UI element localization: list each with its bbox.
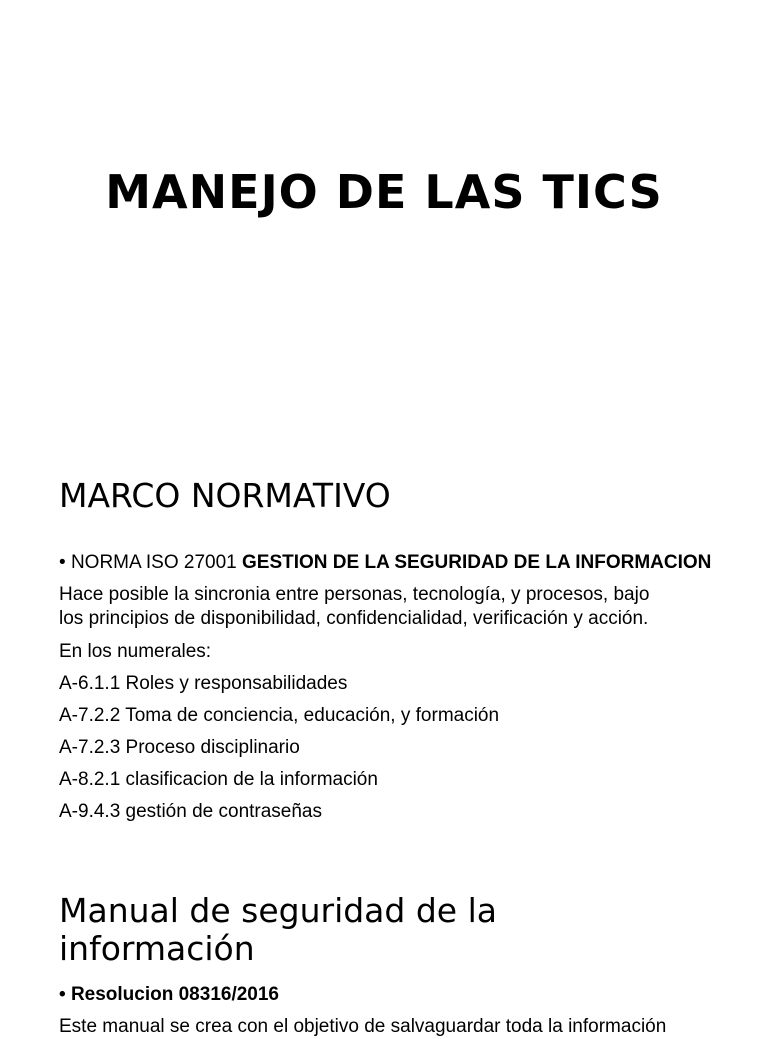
resolucion-bullet bbox=[59, 982, 739, 1007]
numeral-item: A-9.4.3 gestión de contraseñas bbox=[59, 801, 323, 822]
iso-description-line-2: los principios de disponibilidad, confidencialidad, verificación y acción. bbox=[59, 608, 649, 629]
numeral-item: A-6.1.1 Roles y responsabilidades bbox=[59, 673, 348, 694]
iso-norm-title: GESTION DE LA SEGURIDAD DE LA INFORMACION bbox=[242, 552, 712, 573]
manual-heading bbox=[59, 892, 719, 968]
manual-heading-line-2: información bbox=[59, 929, 255, 968]
numeral-item: A-7.2.3 Proceso disciplinario bbox=[59, 737, 300, 758]
manual-heading-line-1: Manual de seguridad de la bbox=[59, 891, 497, 930]
marco-normativo-heading: MARCO NORMATIVO bbox=[59, 476, 391, 515]
numeral-item: A-8.2.1 clasificacion de la información bbox=[59, 769, 378, 790]
numeral-item: A-7.2.2 Toma de conciencia, educación, y formación bbox=[59, 705, 500, 726]
marco-normativo-slide bbox=[0, 432, 768, 832]
bullet-glyph: • bbox=[59, 984, 66, 1005]
iso-norm-label: NORMA ISO 27001 bbox=[70, 552, 237, 573]
resolucion-label: Resolucion 08316/2016 bbox=[70, 984, 280, 1005]
title-slide bbox=[0, 0, 768, 432]
slide-title: MANEJO DE LAS TICS bbox=[105, 165, 663, 219]
manual-seguridad-slide bbox=[0, 832, 768, 1037]
iso-bullet bbox=[59, 550, 739, 575]
bullet-glyph: • bbox=[59, 552, 66, 573]
iso-description-line-1: Hace posible la sincronia entre personas, tecnología, y procesos, bajo bbox=[59, 584, 650, 605]
numerales-intro: En los numerales: bbox=[59, 641, 212, 662]
manual-description: Este manual se crea con el objetivo de salvaguardar toda la información bbox=[59, 1016, 667, 1037]
